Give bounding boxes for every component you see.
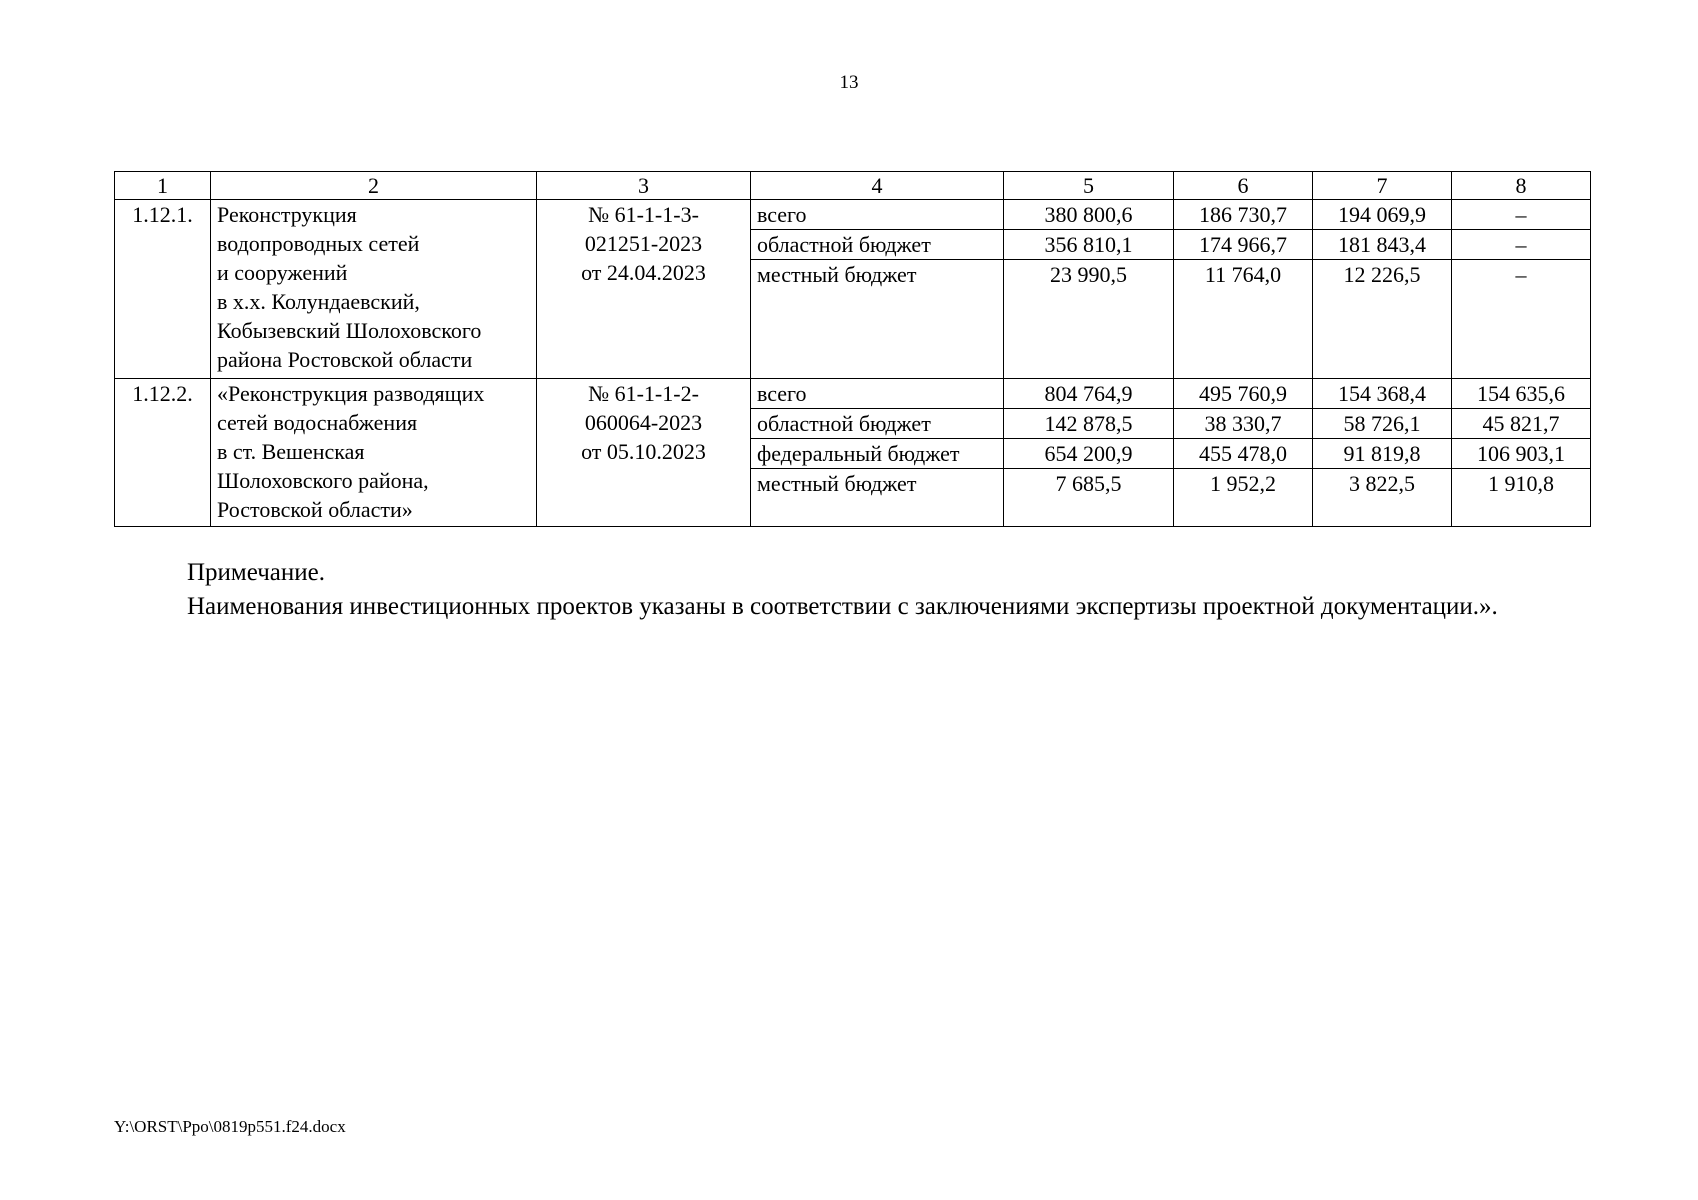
note-text: Наименования инвестиционных проектов указаны в соответствии с заключениями экспертизы проектной документации.». [187,593,1498,620]
header-cell-5: 5 [1004,172,1174,200]
expertise-conclusion: № 61-1-1-3- 021251-2023 от 24.04.2023 [537,200,751,379]
value-col-7: 58 726,1 [1313,409,1452,439]
header-cell-6: 6 [1174,172,1313,200]
value-col-8: – [1452,200,1591,230]
project-number: 1.12.1. [115,200,211,379]
header-cell-3: 3 [537,172,751,200]
value-col-6: 11 764,0 [1174,260,1313,379]
value-col-8: 106 903,1 [1452,439,1591,469]
value-col-7: 12 226,5 [1313,260,1452,379]
header-cell-4: 4 [751,172,1004,200]
value-col-8: 45 821,7 [1452,409,1591,439]
value-col-7: 194 069,9 [1313,200,1452,230]
project-number: 1.12.2. [115,379,211,527]
value-col-6: 495 760,9 [1174,379,1313,409]
table-row [115,200,1591,230]
funding-source: местный бюджет [751,260,1004,379]
value-col-8: 1 910,8 [1452,469,1591,527]
value-col-8: 154 635,6 [1452,379,1591,409]
project-name: «Реконструкция разводящих сетей водоснабжения в ст. Вешенская Шолоховского района, Ростовской области» [211,379,537,527]
investment-projects-table [114,171,1591,527]
header-cell-1: 1 [115,172,211,200]
value-col-7: 3 822,5 [1313,469,1452,527]
funding-source: областной бюджет [751,230,1004,260]
value-col-6: 38 330,7 [1174,409,1313,439]
value-col-5: 804 764,9 [1004,379,1174,409]
value-col-5: 23 990,5 [1004,260,1174,379]
file-path-footer: Y:\ORST\Ppo\0819p551.f24.docx [114,1117,346,1136]
table-row [115,379,1591,409]
value-col-8: – [1452,230,1591,260]
funding-source: местный бюджет [751,469,1004,527]
value-col-5: 380 800,6 [1004,200,1174,230]
expertise-conclusion: № 61-1-1-2- 060064-2023 от 05.10.2023 [537,379,751,527]
value-col-5: 654 200,9 [1004,439,1174,469]
header-cell-7: 7 [1313,172,1452,200]
funding-source: областной бюджет [751,409,1004,439]
funding-source: федеральный бюджет [751,439,1004,469]
note-title: Примечание. [187,559,326,586]
page-number: 13 [839,72,859,93]
value-col-6: 186 730,7 [1174,200,1313,230]
table-header-row [115,172,1591,200]
value-col-7: 91 819,8 [1313,439,1452,469]
value-col-5: 142 878,5 [1004,409,1174,439]
value-col-6: 1 952,2 [1174,469,1313,527]
value-col-5: 7 685,5 [1004,469,1174,527]
note-section [114,556,1590,624]
value-col-6: 455 478,0 [1174,439,1313,469]
funding-source: всего [751,379,1004,409]
header-cell-8: 8 [1452,172,1591,200]
value-col-8: – [1452,260,1591,379]
project-name: Реконструкция водопроводных сетей и сооружений в х.х. Колундаевский, Кобызевский Шолоховского района Ростовской области [211,200,537,379]
header-cell-2: 2 [211,172,537,200]
value-col-7: 181 843,4 [1313,230,1452,260]
value-col-6: 174 966,7 [1174,230,1313,260]
funding-source: всего [751,200,1004,230]
value-col-5: 356 810,1 [1004,230,1174,260]
value-col-7: 154 368,4 [1313,379,1452,409]
